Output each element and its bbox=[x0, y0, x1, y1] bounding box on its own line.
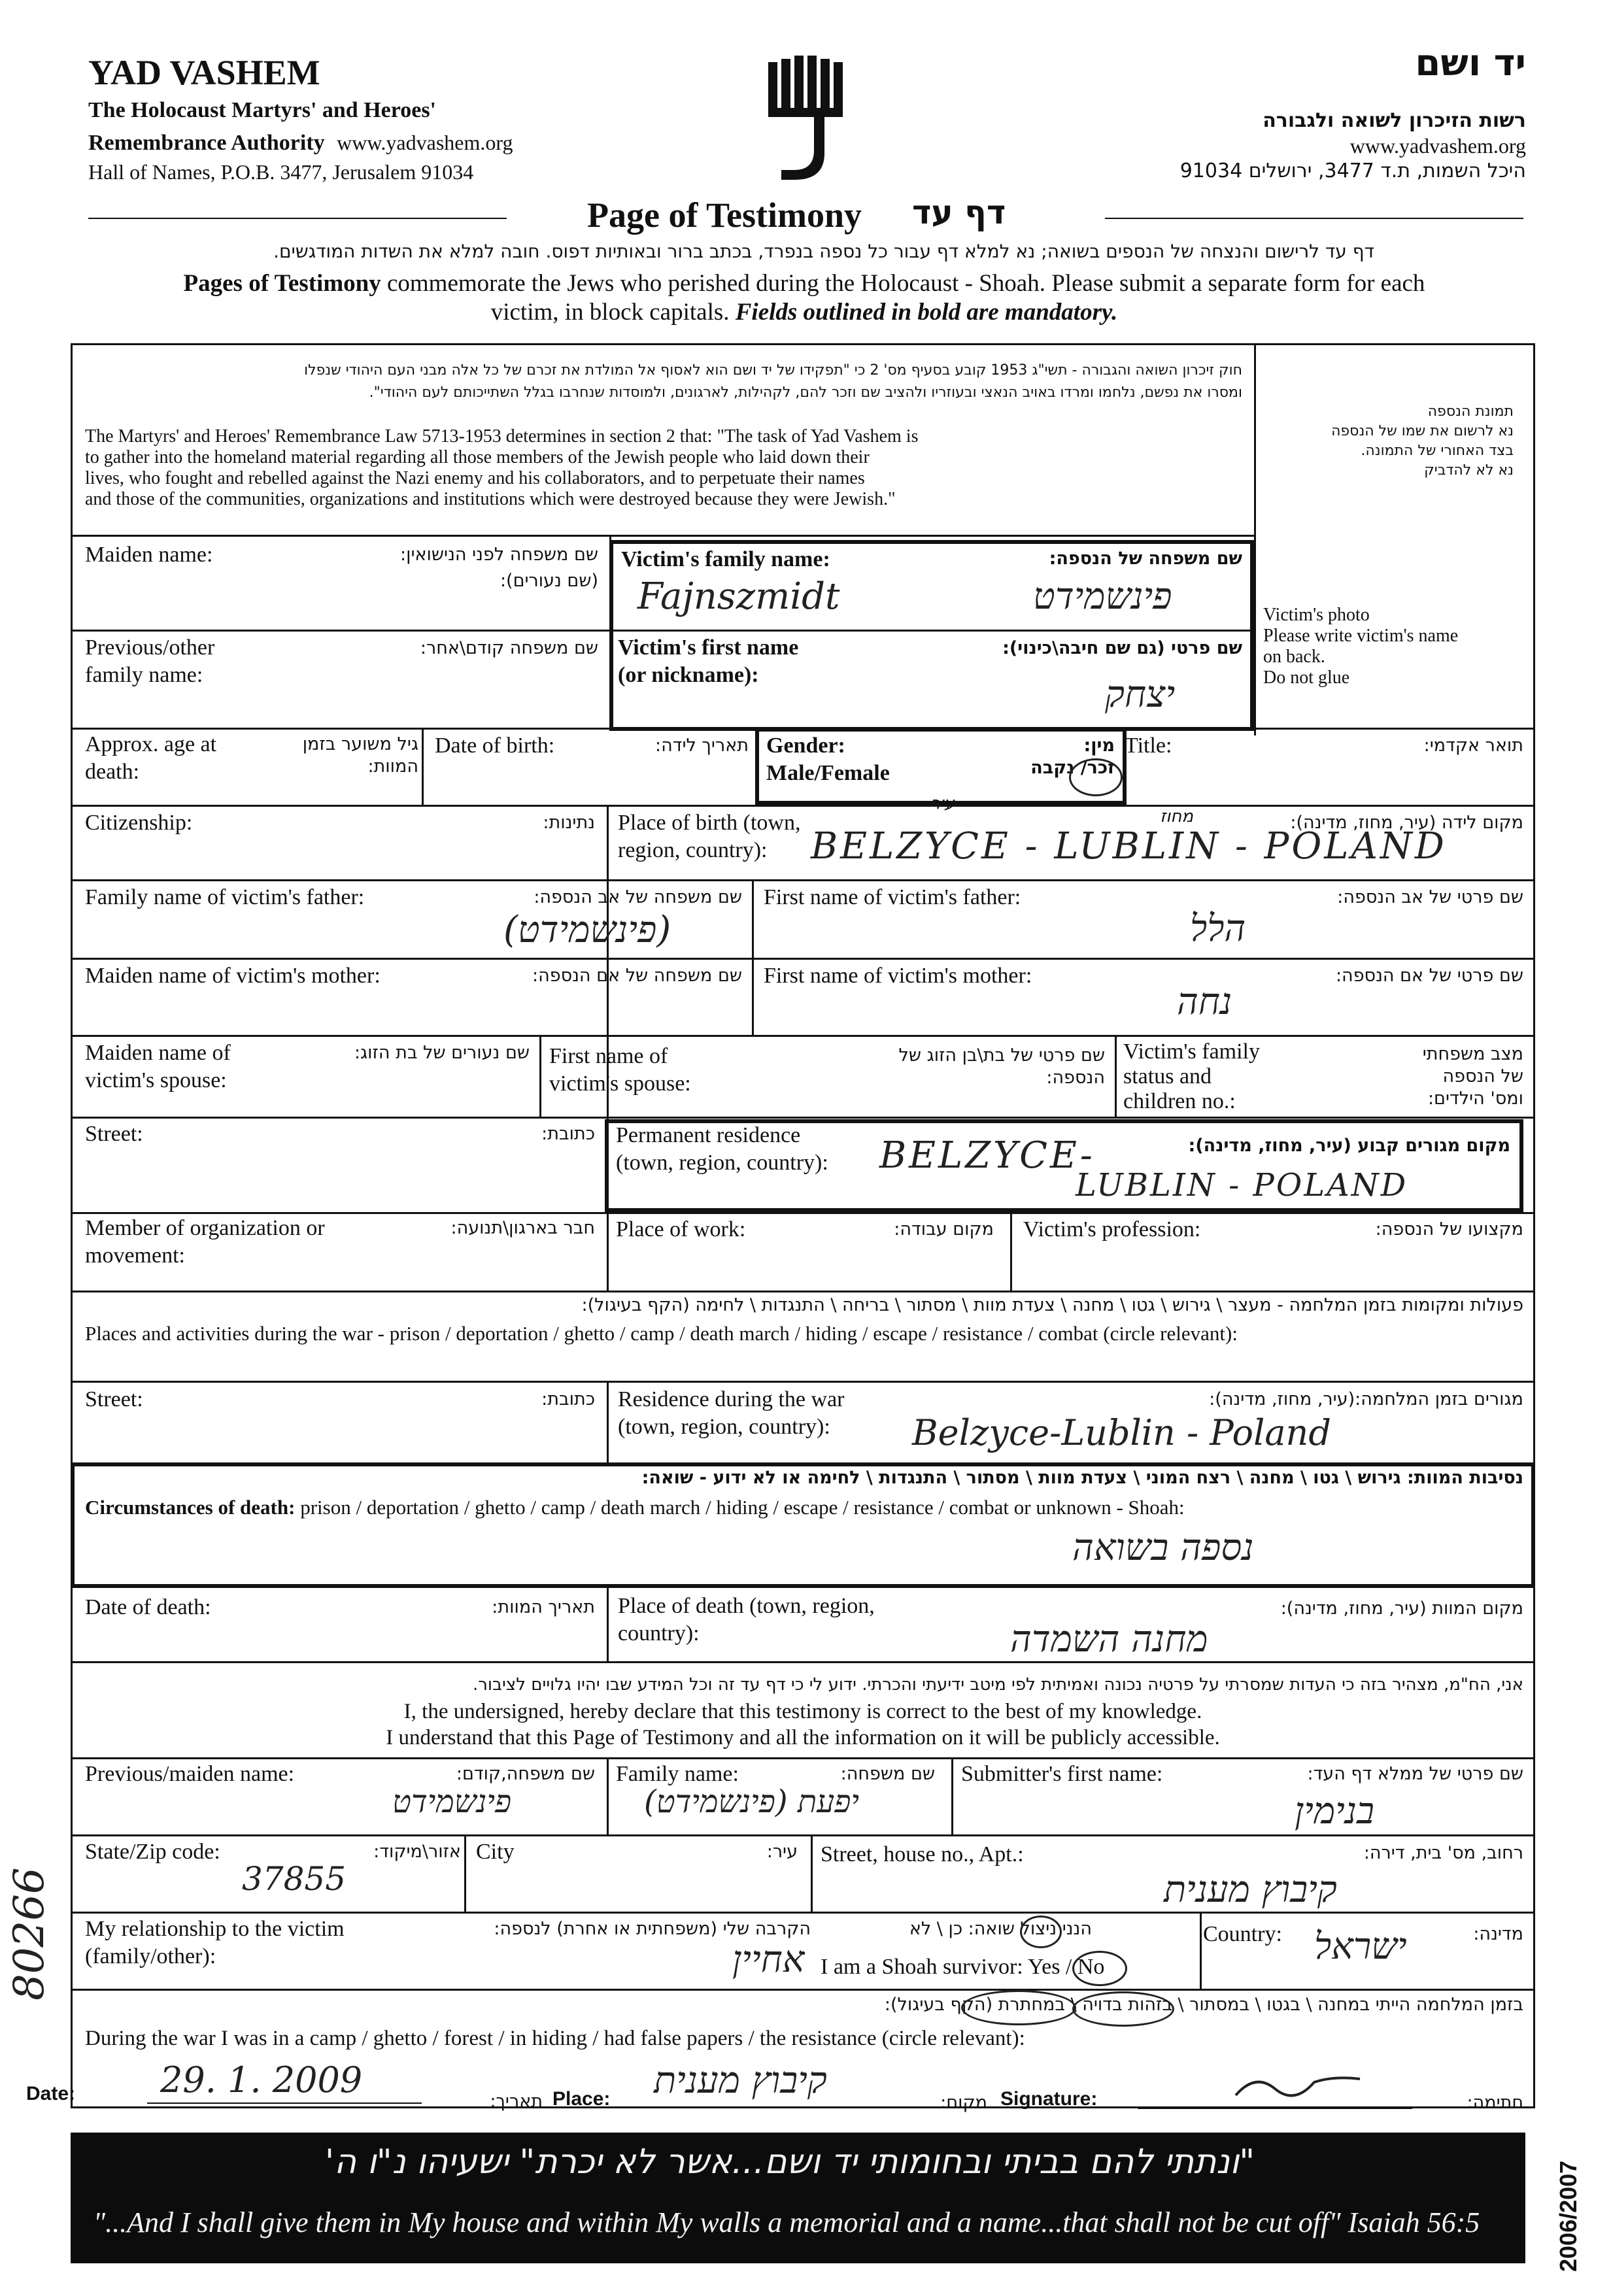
intro-en-2: victim, in block capitals. bbox=[490, 299, 736, 326]
circumstances-label-rest: prison / deportation / ghetto / camp / death march / hiding / escape / resistance / combat or unknown - Shoah: bbox=[295, 1496, 1185, 1519]
rule-r2-right bbox=[609, 630, 1254, 632]
previous-name-label-1: Previous/other bbox=[85, 635, 215, 660]
previous-name-label-2: family name: bbox=[85, 663, 203, 687]
divider-spouse-1 bbox=[539, 1035, 541, 1117]
gender-label-1: Gender: bbox=[766, 734, 845, 758]
divider-spouse-2 bbox=[1115, 1035, 1117, 1117]
father-first-name-label-he: שם פרטי של אב הנספה: bbox=[1337, 887, 1523, 907]
false-identity-circle[interactable] bbox=[961, 1990, 1076, 2025]
divider-resw bbox=[607, 1381, 609, 1462]
org-name-en: YAD VASHEM bbox=[88, 53, 320, 92]
family-status-label bbox=[1123, 1039, 1260, 1114]
divider-age bbox=[422, 728, 424, 805]
previous-name-label bbox=[85, 634, 214, 689]
submitter-first-name-label: Submitter's first name: bbox=[961, 1762, 1163, 1786]
date-label-he: תאריך: bbox=[490, 2091, 543, 2112]
divider-s2b bbox=[811, 1834, 813, 1912]
divider-s1b bbox=[951, 1757, 953, 1834]
photo-en-2: Please write victim's name bbox=[1263, 626, 1459, 646]
victim-first-name-value[interactable]: יצחק bbox=[1105, 673, 1176, 716]
family-status-label-he-2: של הנספה bbox=[1442, 1066, 1523, 1087]
title-label-he: תואר אקדמי: bbox=[1423, 735, 1523, 756]
signature-line bbox=[1138, 2108, 1412, 2109]
org-name-he: יד ושם bbox=[1415, 42, 1526, 84]
spouse-first-name-label-he bbox=[817, 1045, 1105, 1089]
spouse-maiden-name-label bbox=[85, 1039, 231, 1094]
org-subtitle-he: רשות הזיכרון לשואה ולגבורה bbox=[1263, 109, 1526, 132]
rule-r9 bbox=[71, 1212, 1535, 1214]
family-status-label-1: Victim's family bbox=[1123, 1039, 1260, 1064]
divider-death bbox=[607, 1588, 609, 1661]
age-label-2: death: bbox=[85, 760, 140, 784]
zip-code-label-he: אזור\מיקוד: bbox=[373, 1842, 461, 1862]
zip-code-label: State/Zip code: bbox=[85, 1840, 220, 1864]
maiden-name-label-he-2: (שם נעורים): bbox=[500, 571, 598, 591]
declaration-en bbox=[71, 1698, 1535, 1751]
father-family-name-label: Family name of victim's father: bbox=[85, 885, 365, 909]
spouse-maiden-name-label-2: victim's spouse: bbox=[85, 1068, 227, 1092]
spouse-maiden-name-label-1: Maiden name of bbox=[85, 1041, 231, 1065]
divider-s1a bbox=[607, 1757, 609, 1834]
age-label-he bbox=[262, 734, 418, 778]
address-he: היכל השמות, ת.ד 3477, ירושלים 91034 bbox=[1179, 160, 1526, 182]
place-label-he: מקום: bbox=[940, 2093, 987, 2113]
url-en: www.yadvashem.org bbox=[337, 131, 513, 154]
relationship-label bbox=[85, 1916, 345, 1970]
photo-he-4: נא לא להדביק bbox=[1424, 462, 1514, 479]
father-first-name-value[interactable]: הלל bbox=[1190, 907, 1246, 950]
address-label-he: רחוב, מס' בית, דירה: bbox=[1363, 1843, 1523, 1863]
photo-divider bbox=[1254, 343, 1256, 735]
declaration-he: אני, הח"מ, מצהיר בזה כי העדות שמסרתי על פרטיה נכונה ואמיתית לפי מיטב ידיעתי והכרתי. ידוע לי כי דף עד זה וכל המידע שבו יהיו גלויים לציבור. bbox=[472, 1675, 1523, 1695]
place-of-birth-note-2: מחוז bbox=[1160, 807, 1193, 826]
photo-instructions-en bbox=[1263, 605, 1458, 688]
zip-code-value[interactable]: 37855 bbox=[242, 1860, 347, 1898]
divider-org bbox=[607, 1212, 609, 1291]
during-war-label: During the war I was in a camp / ghetto / forest / in hiding / had false papers / the resistance (circle relevant): bbox=[85, 2027, 1025, 2050]
law-en bbox=[85, 426, 1246, 510]
victim-family-name-label-he: שם משפחה של הנספה: bbox=[1049, 549, 1242, 569]
place-of-work-label-he: מקום עבודה: bbox=[894, 1219, 994, 1240]
submitter-prev-name-label: Previous/maiden name: bbox=[85, 1762, 295, 1786]
maiden-name-label-he: שם משפחה לפני הנישואין: bbox=[400, 545, 598, 565]
family-status-label-he bbox=[1373, 1043, 1523, 1110]
family-status-label-3: children no.: bbox=[1123, 1089, 1236, 1113]
country-value[interactable]: ישראל bbox=[1314, 1925, 1407, 1968]
law-en-1: The Martyrs' and Heroes' Remembrance Law 5713-1953 determines in section 2 that: "The task of Yad Vashem is bbox=[85, 426, 919, 447]
declaration-en-2: I understand that this Page of Testimony and all the information on it will be publicly accessible. bbox=[386, 1726, 1220, 1749]
date-of-birth-label: Date of birth: bbox=[435, 734, 555, 758]
rule-r7 bbox=[71, 1035, 1535, 1037]
date-line bbox=[147, 2102, 422, 2104]
organization-label bbox=[85, 1215, 325, 1270]
street-war-label: Street: bbox=[85, 1387, 143, 1411]
survivor-yes-he-circle[interactable] bbox=[1020, 1916, 1062, 1948]
date-of-death-label: Date of death: bbox=[85, 1595, 211, 1619]
divider-work bbox=[1010, 1212, 1012, 1291]
rule-s2 bbox=[71, 1834, 1535, 1836]
age-label-he-2: המוות: bbox=[367, 756, 418, 777]
url-he: www.yadvashem.org bbox=[1349, 134, 1526, 158]
date-of-death-label-he: תאריך המוות: bbox=[492, 1597, 595, 1617]
rule-r1 bbox=[71, 535, 1255, 537]
photo-he-3: בצד האחורי של התמונה. bbox=[1361, 443, 1514, 459]
place-of-death-label-he: מקום המוות (עיר, מחוז, מדינה): bbox=[1280, 1598, 1523, 1619]
place-of-death-label-2: country): bbox=[618, 1621, 700, 1646]
place-of-work-label: Place of work: bbox=[616, 1217, 746, 1241]
yad-vashem-logo bbox=[762, 56, 853, 186]
organization-label-he: חבר בארגון\תנועה: bbox=[450, 1218, 595, 1238]
rule-r5 bbox=[71, 879, 1535, 881]
spouse-first-name-label bbox=[549, 1043, 691, 1098]
organization-label-2: movement: bbox=[85, 1243, 185, 1268]
during-war-label-he: בזמן המלחמה הייתי במחנה \ בגטו \ במסתור \ בזהות בדויה \ במחתרת (הקף בעיגול): bbox=[884, 1995, 1523, 2015]
father-first-name-label: First name of victim's father: bbox=[764, 885, 1021, 909]
divider-s2a bbox=[464, 1834, 466, 1912]
law-en-2: to gather into the homeland material regarding all those members of the Jewish people who laid down their bbox=[85, 447, 870, 467]
war-activities-label-he: פעולות ומקומות בזמן המלחמה - מעצר \ גירוש \ גטו \ מחנה \ צעדת מוות \ מסתור \ בריחה \ התנגדות \ לחימה (הקף בעיגול): bbox=[581, 1295, 1523, 1315]
father-family-name-value[interactable]: (פינשמידט) bbox=[503, 909, 671, 951]
gender-label bbox=[766, 732, 890, 787]
title-label: Title: bbox=[1125, 734, 1172, 758]
city-label: City bbox=[476, 1840, 515, 1864]
place-value[interactable]: קיבוץ מענית bbox=[654, 2059, 827, 2102]
survivor-label-he: הנני ניצול שואה: כן \ לא bbox=[909, 1919, 1092, 1939]
photo-he-2: נא לרשום את שמו של הנספה bbox=[1331, 423, 1514, 439]
gender-label-2: Male/Female bbox=[766, 761, 890, 785]
street-war-label-he: כתובת: bbox=[541, 1389, 595, 1410]
residence-war-label-2: (town, region, country): bbox=[618, 1415, 830, 1439]
spouse-maiden-name-label-he: שם נעורים של בת הזוג: bbox=[354, 1043, 530, 1063]
circumstances-value[interactable]: נספה בשואה bbox=[1072, 1527, 1254, 1569]
family-status-label-he-1: מצב משפחתי bbox=[1422, 1044, 1523, 1064]
place-of-birth-label-1: Place of birth (town, bbox=[618, 811, 801, 835]
spouse-first-name-label-he-1: שם פרטי של בת\בן הזוג של bbox=[898, 1045, 1105, 1066]
victim-first-name-label-he: שם פרטי (גם שם חיבה\כינוי): bbox=[1002, 638, 1242, 658]
relationship-label-he: הקרבה שלי (משפחתית או אחרת) לנספה: bbox=[494, 1919, 811, 1939]
residence-war-value[interactable]: Belzyce-Lublin - Poland bbox=[912, 1412, 1331, 1453]
profession-label: Victim's profession: bbox=[1023, 1217, 1201, 1241]
place-of-birth-note-1: עיר bbox=[930, 794, 955, 813]
intro-en bbox=[65, 269, 1543, 327]
spouse-first-name-label-he-2: הנספה: bbox=[1046, 1068, 1105, 1088]
header-rule-right bbox=[1105, 218, 1523, 219]
family-status-label-2: status and bbox=[1123, 1064, 1212, 1089]
org-subtitle-en-2-text: Remembrance Authority bbox=[88, 131, 325, 155]
permanent-residence-label-2: (town, region, country): bbox=[616, 1151, 828, 1175]
law-he-1: חוק זיכרון השואה והגבורה - תשי"ג 1953 קובע בסעיף מס' 2 כי "תפקידו של יד ושם הוא לאסוף אל המולדת את זכרם של כל אלה מבני העם היהודי שנפלו bbox=[304, 362, 1242, 379]
submitter-family-name-label: Family name: bbox=[616, 1762, 739, 1786]
intro-he: דף עד לרישום והנצחה של הנספים בשואה; נא למלא דף עבור כל נספה בנפרד, בכתב ברור ובאותיות דפוס. חובה למלא את השדות המודגשים. bbox=[273, 241, 1374, 262]
footer-quote-en: "...And I shall give them in My house and within My walls a memorial and a name...that shall not be cut off" Isaiah 56:5 bbox=[93, 2206, 1480, 2238]
org-subtitle-en: The Holocaust Martyrs' and Heroes' bbox=[88, 98, 436, 122]
page-title-en: Page of Testimony bbox=[587, 195, 862, 235]
place-line bbox=[624, 2106, 906, 2108]
gender-label-he-2: זכר/ נקבה bbox=[1030, 758, 1115, 778]
submitter-family-name-value[interactable]: יפעת (פינשמידט) bbox=[644, 1783, 860, 1820]
rule-r11 bbox=[71, 1381, 1535, 1383]
victim-family-name-value[interactable]: Fajnszmidt bbox=[637, 575, 840, 618]
place-of-birth-value[interactable]: BELZYCE - LUBLIN - POLAND bbox=[811, 825, 1447, 868]
rule-r4 bbox=[71, 805, 1535, 807]
photo-he-1: תמונת הנספה bbox=[1427, 403, 1514, 420]
permanent-residence-value-1[interactable]: BELZYCE- bbox=[879, 1134, 1095, 1177]
declaration-en-1: I, the undersigned, hereby declare that this testimony is correct to the best of my knowledge. bbox=[403, 1700, 1202, 1723]
submitter-first-name-value[interactable]: בנימין bbox=[1295, 1790, 1375, 1832]
mother-first-name-label: First name of victim's mother: bbox=[764, 964, 1032, 988]
residence-war-label bbox=[618, 1386, 845, 1441]
rule-r8 bbox=[71, 1117, 1535, 1119]
age-label bbox=[85, 731, 216, 786]
page-title-he: דף עד bbox=[912, 194, 1006, 231]
family-status-label-he-3: ומס' הילדים: bbox=[1427, 1089, 1523, 1109]
place-of-birth-label-he: מקום לידה (עיר, מחוז, מדינה): bbox=[1290, 813, 1523, 833]
age-label-1: Approx. age at bbox=[85, 732, 217, 756]
place-of-birth-label-2: region, country): bbox=[618, 838, 768, 862]
relationship-value[interactable]: אחיין bbox=[732, 1938, 805, 1981]
mother-maiden-name-label: Maiden name of victim's mother: bbox=[85, 964, 381, 988]
signature-mark[interactable] bbox=[1229, 2066, 1366, 2105]
citizenship-label-he: נתינות: bbox=[543, 813, 595, 833]
age-label-he-1: גיל משוער בזמן bbox=[302, 734, 418, 754]
permanent-residence-label bbox=[616, 1122, 828, 1177]
spouse-first-name-label-2: victim's spouse: bbox=[549, 1072, 691, 1096]
date-value[interactable]: 29. 1. 2009 bbox=[160, 2059, 363, 2101]
rule-decl bbox=[71, 1661, 1535, 1663]
photo-en-3: on back. bbox=[1263, 647, 1325, 667]
victim-first-name-label-2: (or nickname): bbox=[618, 663, 759, 687]
rule-s3 bbox=[71, 1912, 1535, 1914]
place-of-death-value[interactable]: מחנה השמדה bbox=[1010, 1618, 1208, 1661]
place-of-death-label-1: Place of death (town, region, bbox=[618, 1594, 875, 1618]
law-he-2: ומסרו את נפשם, נלחמו ומרדו באויב הנאצי ובעוזריו ולהציב שם וזכר להם, לקהילות, לארגונים, ולמוסדות שנחרבו בגלל השתייכותם לעם היהודי". bbox=[369, 384, 1242, 401]
rule-s1 bbox=[71, 1757, 1535, 1759]
permanent-residence-label-he: מקום מגורים קבוע (עיר, מחוז, מדינה): bbox=[1188, 1136, 1510, 1156]
intro-en-bold: Pages of Testimony bbox=[183, 270, 381, 297]
country-label-he: מדינה: bbox=[1473, 1924, 1523, 1944]
place-of-death-label bbox=[618, 1593, 875, 1647]
circumstances-label-bold: Circumstances of death: bbox=[85, 1496, 296, 1519]
rule-r10 bbox=[71, 1291, 1535, 1292]
gender-label-he-1: מין: bbox=[1083, 735, 1115, 756]
survivor-yes-circle[interactable] bbox=[1072, 1951, 1127, 1986]
street-label: Street: bbox=[85, 1122, 143, 1146]
footer-quote-he: "ונתתי להם בביתי ובחומותי יד ושם...אשר לא יכרת" ישעיהו נ"ו ה' bbox=[324, 2142, 1255, 2182]
photo-en-1: Victim's photo bbox=[1263, 605, 1370, 625]
victim-first-name-label bbox=[618, 634, 798, 689]
city-label-he: עיר: bbox=[766, 1842, 798, 1862]
organization-label-1: Member of organization or bbox=[85, 1216, 325, 1240]
divider-father bbox=[752, 879, 754, 1035]
mother-first-name-value[interactable]: נחה bbox=[1177, 981, 1232, 1023]
survivor-label: I am a Shoah survivor: Yes / No bbox=[821, 1955, 1105, 1979]
street-label-he: כתובת: bbox=[541, 1124, 595, 1144]
mother-first-name-label-he: שם פרטי של אם הנספה: bbox=[1335, 966, 1523, 986]
residence-war-label-he: מגורים בזמן המלחמה:(עיר, מחוז, מדינה): bbox=[1209, 1389, 1523, 1410]
photo-en-4: Do not glue bbox=[1263, 667, 1350, 688]
circumstances-label bbox=[85, 1494, 1185, 1521]
date-of-birth-label-he: תאריך לידה: bbox=[654, 735, 749, 756]
permanent-residence-value-2[interactable]: LUBLIN - POLAND bbox=[1076, 1167, 1408, 1204]
relationship-label-2: (family/other): bbox=[85, 1944, 216, 1968]
signature-label: Signature: bbox=[1000, 2088, 1098, 2110]
residence-war-label-1: Residence during the war bbox=[618, 1387, 845, 1411]
rule-r6 bbox=[71, 958, 1535, 960]
side-reference-number: 80266 bbox=[5, 1867, 54, 2001]
submitter-first-name-label-he: שם פרטי של ממלא דף העד: bbox=[1307, 1764, 1523, 1784]
war-activities-label: Places and activities during the war - prison / deportation / ghetto / camp / death march / hiding / escape / resistance / combat (circle relevant): bbox=[85, 1322, 1238, 1345]
victim-first-name-label-1: Victim's first name bbox=[618, 635, 799, 660]
hiding-circle[interactable] bbox=[1072, 1991, 1174, 2027]
mother-maiden-name-label-he: שם משפחה של אם הנספה: bbox=[532, 966, 742, 986]
law-en-4: and those of the communities, organizations and institutions which were destroyed because they were Jewish." bbox=[85, 489, 896, 509]
permanent-residence-label-1: Permanent residence bbox=[616, 1123, 801, 1147]
place-label: Place: bbox=[552, 2088, 611, 2110]
date-label: Date: bbox=[26, 2083, 76, 2104]
address-label: Street, house no., Apt.: bbox=[821, 1842, 1024, 1866]
father-family-name-label-he: שם משפחה של אב הנספה: bbox=[534, 887, 742, 907]
intro-en-italic: Fields outlined in bold are mandatory. bbox=[735, 299, 1118, 326]
victim-family-name-label: Victim's family name: bbox=[621, 547, 830, 571]
footer-band bbox=[71, 2133, 1525, 2263]
citizenship-label: Citizenship: bbox=[85, 811, 193, 835]
submitter-family-name-label-he: שם משפחה: bbox=[840, 1764, 935, 1784]
rule-s4 bbox=[71, 1989, 1535, 1991]
relationship-label-1: My relationship to the victim bbox=[85, 1917, 345, 1941]
signature-label-he: חתימה: bbox=[1467, 2093, 1523, 2113]
rule-r2-left bbox=[71, 630, 609, 632]
circumstances-label-he: נסיבות המוות: גירוש \ גטו \ מחנה \ רצח המוני \ צעדת מוות \ מסתור \ התנגדות \ לחימה או לא ידוע - שואה: bbox=[641, 1468, 1523, 1488]
place-of-birth-label bbox=[618, 809, 801, 864]
submitter-prev-name-value[interactable]: פינשמידט bbox=[392, 1783, 512, 1820]
country-label: Country: bbox=[1203, 1922, 1282, 1946]
spouse-first-name-label-1: First name of bbox=[549, 1044, 668, 1068]
law-en-3: lives, who fought and rebelled against the Nazi enemy and his collaborators, and to perpetuate their names bbox=[85, 468, 865, 488]
form-number: 2006/2007 bbox=[1555, 2160, 1582, 2272]
gender-male-circle[interactable] bbox=[1069, 758, 1123, 796]
divider-s3 bbox=[1200, 1912, 1202, 1989]
submitter-prev-name-label-he: שם משפחה,קודם: bbox=[456, 1764, 595, 1784]
profession-label-he: מקצועו של הנספה: bbox=[1375, 1219, 1523, 1240]
address-value[interactable]: קיבוץ מענית bbox=[1164, 1868, 1337, 1911]
previous-name-label-he: שם משפחה קודם\אחר: bbox=[420, 638, 598, 658]
intro-en-1: commemorate the Jews who perished during the Holocaust - Shoah. Please submit a separate form for each bbox=[381, 270, 1425, 297]
org-subtitle-en-2 bbox=[88, 131, 513, 156]
header-rule-left bbox=[88, 218, 507, 219]
photo-instructions-he bbox=[1265, 402, 1514, 481]
divider-r1 bbox=[609, 535, 611, 731]
victim-family-name-value-he[interactable]: פינשמידט bbox=[1033, 575, 1172, 618]
maiden-name-label: Maiden name: bbox=[85, 543, 213, 567]
address-en: Hall of Names, P.O.B. 3477, Jerusalem 91034 bbox=[88, 160, 474, 184]
